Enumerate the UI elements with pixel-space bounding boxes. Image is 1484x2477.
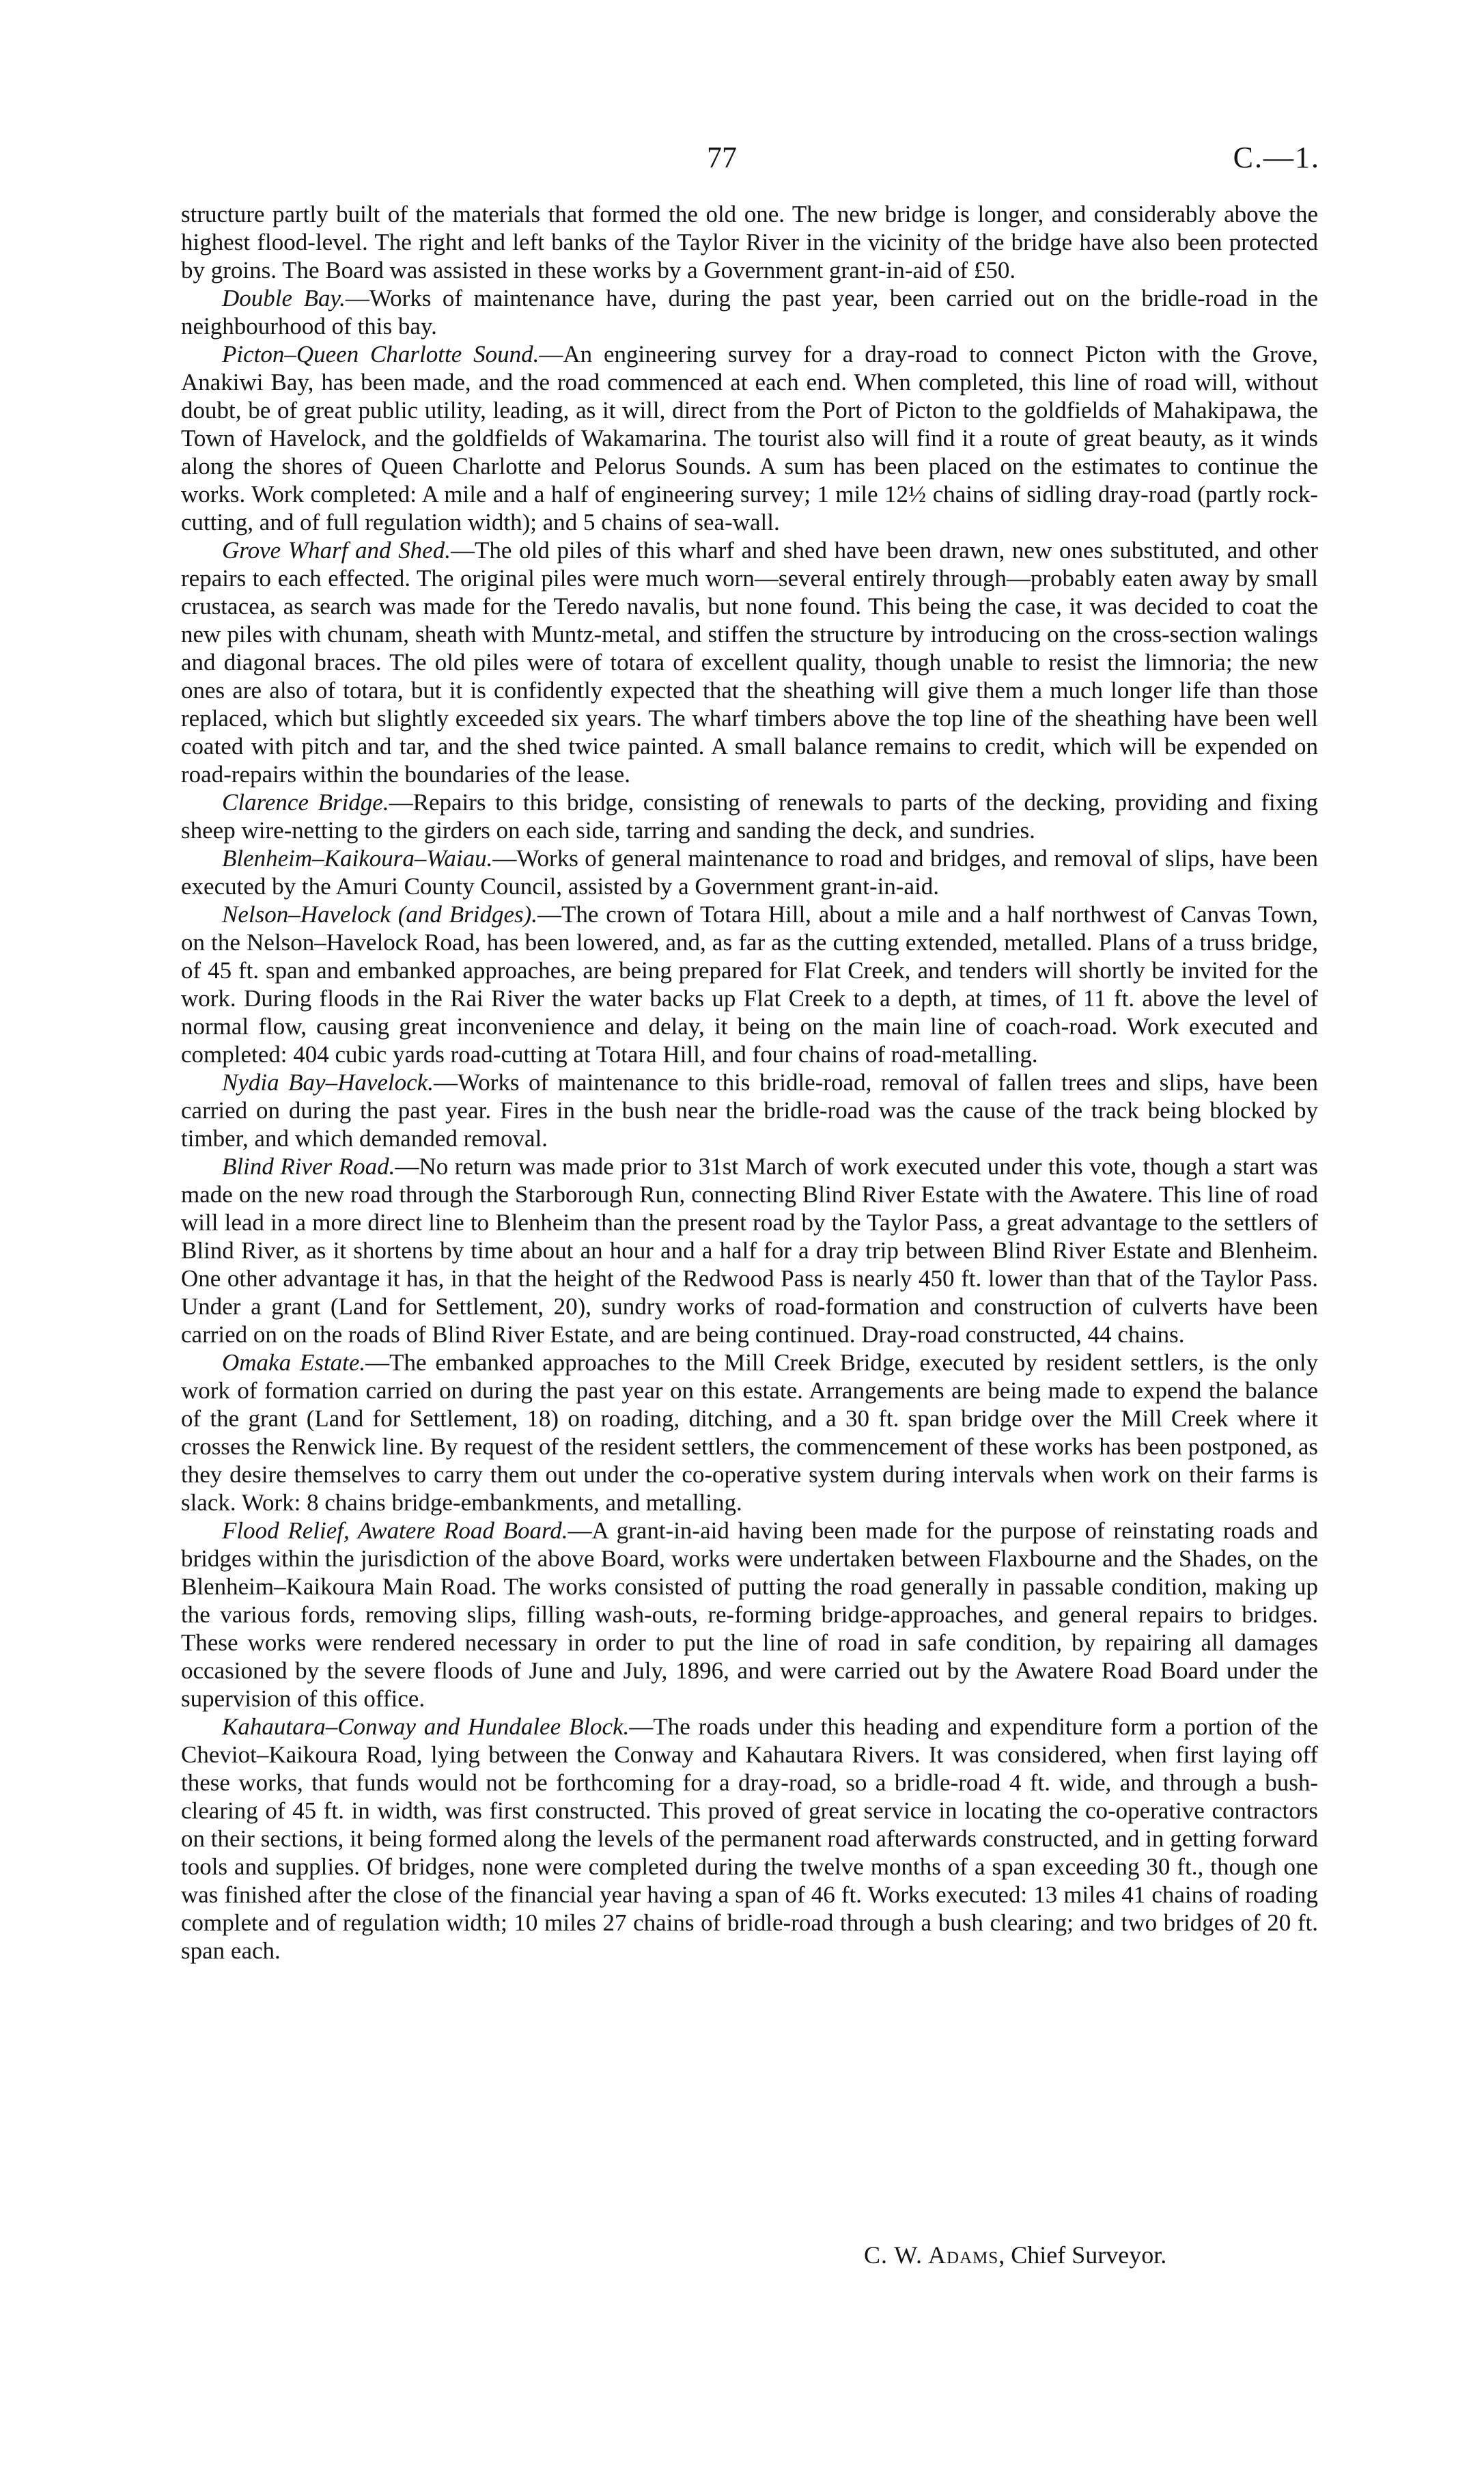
section-text: —An engineering survey for a dray-road to connect Picton with the Grove, Anakiwi Bay, has been made, and the road commenced at each end. When completed, this line of road will, without doubt, be of great public utility, leading, as it will, direct from the Port of Picton to the goldfields of Mahakipawa, the Town of Havelock, and the goldfields of Wakamarina. The tourist also will find it a route of great beauty, as it winds along the shores of Queen Charlotte and Pelorus Sounds. A sum has been placed on the estimates to continue the works. Work completed: A mile and a half of engineering survey; 1 mile 12½ chains of sidling dray-road (partly rock-cutting, and of full regulation width); and 5 chains of sea-wall.: [181, 341, 1318, 536]
section-heading: Clarence Bridge.: [222, 789, 389, 816]
section-heading: Blenheim–Kaikoura–Waiau.: [222, 845, 493, 872]
section-text: —The old piles of this wharf and shed have been drawn, new ones substituted, and other repairs to each effected. The original piles were much worn—several entirely through—probably eaten away by small crustacea, as search was made for the Teredo navalis, but none found. This being the case, it was decided to coat the new piles with chunam, sheath with Muntz-metal, and stiffen the structure by introducing on the cross-section walings and diagonal braces. The old piles were of totara of excellent quality, though unable to resist the limnoria; the new ones are also of totara, but it is confidently expected that the sheathing will give them a much longer life than those replaced, which but slightly exceeded six years. The wharf timbers above the top line of the sheathing have been well coated with pitch and tar, and the shed twice painted. A small balance remains to credit, which will be expended on road-repairs within the boundaries of the lease.: [181, 537, 1319, 788]
page-number: 77: [707, 141, 737, 174]
signature-block: [864, 2241, 1166, 2269]
section-text: —The crown of Totara Hill, about a mile and a half northwest of Canvas Town, on the Nelson–Havelock Road, has been lowered, and, as far as the cutting extended, metalled. Plans of a truss bridge, of 45 ft. span and embanked approaches, are being prepared for Flat Creek, and tenders will shortly be invited for the work. During floods in the Rai River the water backs up Flat Creek to a depth, at times, of 11 ft. above the level of normal flow, causing great inconvenience and delay, it being on the main line of coach-road. Work executed and completed: 404 cubic yards road-cutting at Totara Hill, and four chains of road-metalling.: [181, 901, 1318, 1068]
section-text: —Works of maintenance have, during the past year, been carried out on the bridle-road in the neighbourhood of this bay.: [181, 285, 1318, 340]
section-heading: Blind River Road.: [222, 1153, 395, 1180]
section-heading: Picton–Queen Charlotte Sound.: [222, 341, 540, 368]
section-heading: Kahautara–Conway and Hundalee Block.: [222, 1713, 630, 1740]
section-flood-relief-awatere: [181, 1517, 1318, 1713]
opening-paragraph: structure partly built of the materials that formed the old one. The new bridge is longer, and considerably above the highest flood-level. The right and left banks of the Taylor River in the vicinity of the bridge have also been protected by groins. The Board was assisted in these works by a Government grant-in-aid of £50.: [181, 201, 1318, 283]
section-heading: Flood Relief, Awatere Road Board.: [222, 1517, 568, 1544]
section-nydia-bay-havelock: [181, 1068, 1318, 1152]
section-text: —A grant-in-aid having been made for the purpose of reinstating roads and bridges within the jurisdiction of the above Board, works were undertaken between Flaxbourne and the Shades, on the Blenheim–Kaikoura Main Road. The works consisted of putting the road generally in passable condition, making up the various fords, removing slips, filling wash-outs, re-forming bridge-approaches, and general repairs to bridges. These works were rendered necessary in order to put the line of road in safe condition, by repairing all damages occasioned by the severe floods of June and July, 1896, and were carried out by the Awatere Road Board under the supervision of this office.: [181, 1517, 1318, 1712]
section-heading: Double Bay.: [222, 285, 346, 312]
signatory-name: C. W. Adams: [864, 2241, 999, 2269]
section-text: —The roads under this heading and expenditure form a portion of the Cheviot–Kaikoura Road, lying between the Conway and Kahautara Rivers. It was considered, when first laying off these works, that funds would not be forthcoming for a dray-road, so a bridle-road 4 ft. wide, and through a bush-clearing of 45 ft. in width, was first constructed. This proved of great service in locating the co-operative contractors on their sections, it being formed along the levels of the permanent road afterwards constructed, and in getting forward tools and supplies. Of bridges, none were completed during the twelve months of a span exceeding 30 ft., though one was finished after the close of the financial year having a span of 46 ft. Works executed: 13 miles 41 chains of roading complete and of regulation width; 10 miles 27 chains of bridle-road through a bush clearing; and two bridges of 20 ft. span each.: [181, 1713, 1319, 1964]
section-heading: Omaka Estate.: [222, 1349, 366, 1376]
section-nelson-havelock: [181, 900, 1318, 1068]
section-omaka-estate: [181, 1348, 1318, 1517]
section-text: —Repairs to this bridge, consisting of renewals to parts of the decking, providing and fixing sheep wire-netting to the girders on each side, tarring and sanding the deck, and sundries.: [181, 789, 1318, 844]
section-text: —Works of general maintenance to road and bridges, and removal of slips, have been executed by the Amuri County Council, assisted by a Government grant-in-aid.: [181, 845, 1318, 900]
section-kahautara-conway: [181, 1713, 1318, 1965]
signatory-title: , Chief Surveyor.: [998, 2241, 1167, 2269]
section-grove-wharf: [181, 536, 1318, 788]
section-heading: Grove Wharf and Shed.: [222, 537, 451, 564]
section-clarence-bridge: [181, 788, 1318, 844]
section-heading: Nelson–Havelock (and Bridges).: [222, 901, 538, 928]
section-text: —Works of maintenance to this bridle-road, removal of fallen trees and slips, have been carried on during the past year. Fires in the bush near the bridle-road was the cause of the track being blocked by timber, and which demanded removal.: [181, 1069, 1318, 1152]
page-header: [0, 140, 1484, 181]
section-double-bay: [181, 284, 1318, 340]
report-body: [181, 200, 1318, 1965]
section-heading: Nydia Bay–Havelock.: [222, 1069, 434, 1096]
section-blenheim-kaikoura-waiau: [181, 844, 1318, 900]
document-code: C.—1.: [1233, 141, 1320, 174]
section-picton-queen-charlotte: [181, 340, 1318, 536]
section-text: —No return was made prior to 31st March of work executed under this vote, though a start was made on the new road through the Starborough Run, connecting Blind River Estate with the Awatere. This line of road will lead in a more direct line to Blenheim than the present road by the Taylor Pass, a great advantage to the settlers of Blind River, as it shortens by time about an hour and a half for a dray trip between Blind River Estate and Blenheim. One other advantage it has, in that the height of the Redwood Pass is nearly 450 ft. lower than that of the Taylor Pass. Under a grant (Land for Settlement, 20), sundry works of road-formation and construction of culverts have been carried on on the roads of Blind River Estate, and are being continued. Dray-road constructed, 44 chains.: [181, 1153, 1318, 1348]
section-blind-river-road: [181, 1152, 1318, 1348]
section-text: —The embanked approaches to the Mill Creek Bridge, executed by resident settlers, is the only work of formation carried on during the past year on this estate. Arrangements are being made to expend the balance of the grant (Land for Settlement, 18) on roading, ditching, and a 30 ft. span bridge over the Mill Creek where it crosses the Renwick line. By request of the resident settlers, the commencement of these works has been postponed, as they desire themselves to carry them out under the co-operative system during intervals when work on their farms is slack. Work: 8 chains bridge-embankments, and metalling.: [181, 1349, 1318, 1516]
